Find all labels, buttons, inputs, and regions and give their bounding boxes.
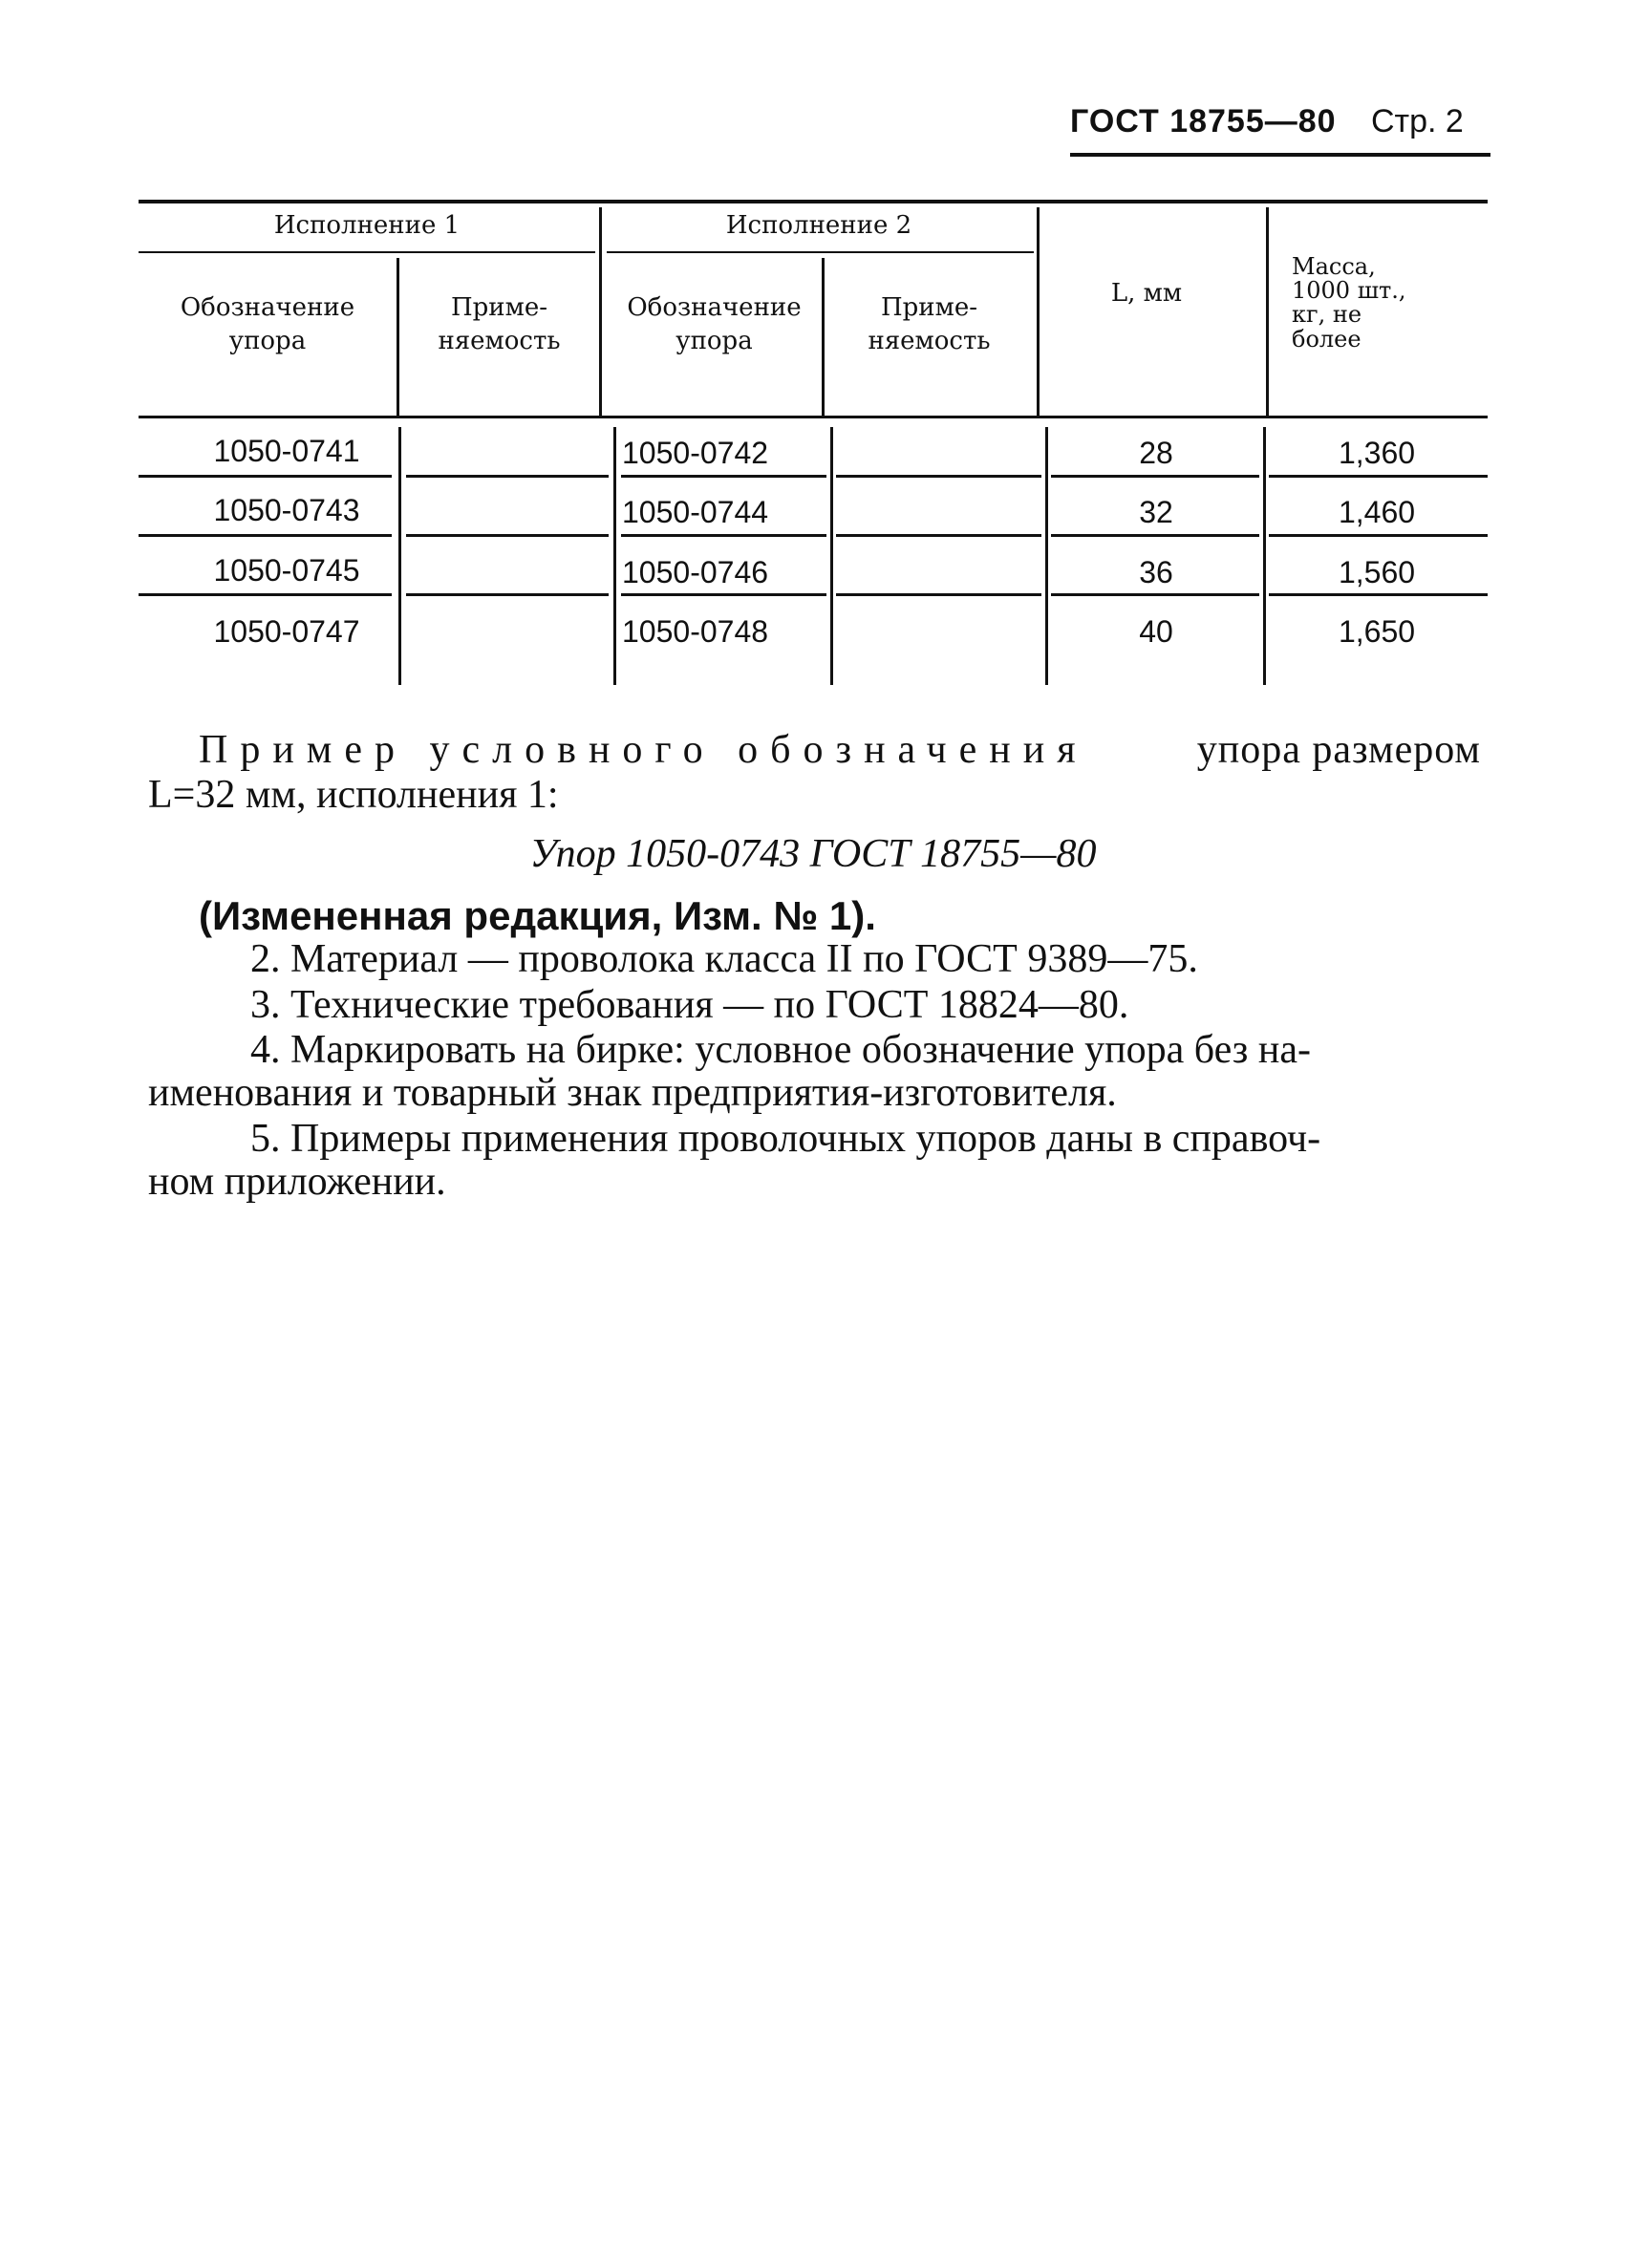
page-number: Стр. 2 xyxy=(1371,103,1464,139)
item-4-line2: именования и товарный знак предприятия-изготовителя. xyxy=(148,1071,1117,1115)
item-4-line1: 4. Маркировать на бирке: условное обозначение упора без на- xyxy=(250,1028,1311,1072)
designation-example: Упор 1050-0743 ГОСТ 18755—80 xyxy=(529,832,1097,876)
group-header-2: Исполнение 2 xyxy=(725,211,912,240)
row-rule xyxy=(836,593,1041,596)
row-rule xyxy=(406,475,609,478)
item-5-line2: ном приложении. xyxy=(148,1160,446,1204)
header-designation-1-line2: упора xyxy=(228,327,307,356)
length-cell: 28 xyxy=(1139,436,1173,470)
header-length: L, мм xyxy=(1110,279,1183,308)
designation-1-cell: 1050-0745 xyxy=(213,553,360,588)
header-mass-line4: более xyxy=(1292,325,1362,353)
designation-1-cell: 1050-0747 xyxy=(213,614,360,649)
page-header xyxy=(1061,103,1490,160)
dimensions-table xyxy=(139,196,1488,683)
header-designation-2-line2: упора xyxy=(675,327,753,356)
row-rule xyxy=(1051,593,1259,596)
row-rule xyxy=(1269,593,1488,596)
designation-1-cell: 1050-0741 xyxy=(213,434,360,468)
row-rule xyxy=(1269,534,1488,537)
header-divider-2 xyxy=(599,207,602,416)
header-mass xyxy=(1292,255,1473,352)
header-divider-5 xyxy=(1266,207,1269,416)
header-bottom-rule xyxy=(139,416,1488,418)
mass-cell: 1,360 xyxy=(1338,436,1416,470)
example-spaced-text: Пример условного обозначения xyxy=(199,728,1088,772)
table-top-rule xyxy=(139,200,1488,203)
item-5-line1: 5. Примеры применения проволочных упоров даны в справоч- xyxy=(250,1117,1321,1161)
designation-2-cell: 1050-0748 xyxy=(622,614,769,649)
header-applicability-1-line1: Приме- xyxy=(450,293,548,322)
item-2: 2. Материал — проволока класса II по ГОСТ 9389—75. xyxy=(250,937,1198,981)
header-designation-2-line1: Обозначение xyxy=(627,293,802,322)
length-cell: 40 xyxy=(1139,614,1173,649)
row-rule xyxy=(1269,475,1488,478)
header-mass-line2: 1000 шт., xyxy=(1292,277,1406,305)
designation-1-cell: 1050-0743 xyxy=(213,493,360,527)
header-applicability-1-line2: няемость xyxy=(438,327,561,356)
body-divider-1 xyxy=(398,427,401,685)
example-paragraph-line2: L=32 мм, исполнения 1: xyxy=(148,773,559,817)
header-mass-line3: кг, не xyxy=(1292,301,1362,329)
designation-2-cell: 1050-0744 xyxy=(622,495,769,529)
header-divider-3 xyxy=(822,258,825,416)
row-rule xyxy=(836,534,1041,537)
item-3: 3. Технические требования — по ГОСТ 18824—80. xyxy=(250,983,1129,1027)
row-rule xyxy=(139,534,392,537)
header-divider-1 xyxy=(397,258,399,416)
row-rule xyxy=(406,534,609,537)
body-divider-3 xyxy=(830,427,833,685)
mass-cell: 1,650 xyxy=(1338,614,1416,649)
header-applicability-1 xyxy=(401,291,597,358)
designation-2-cell: 1050-0746 xyxy=(622,555,769,589)
header-divider-4 xyxy=(1037,207,1040,416)
row-rule xyxy=(621,593,826,596)
row-rule xyxy=(406,593,609,596)
row-rule xyxy=(1051,475,1259,478)
group1-rule xyxy=(139,251,595,253)
revision-note: (Измененная редакция, Изм. № 1). xyxy=(199,893,876,938)
group2-rule xyxy=(607,251,1034,253)
designation-2-cell: 1050-0742 xyxy=(622,436,769,470)
group-header-1: Исполнение 1 xyxy=(273,211,461,240)
header-applicability-2-line2: няемость xyxy=(868,327,991,356)
header-designation-1-line1: Обозначение xyxy=(180,293,355,322)
row-rule xyxy=(139,475,392,478)
row-rule xyxy=(836,475,1041,478)
row-rule xyxy=(1051,534,1259,537)
row-rule xyxy=(139,593,392,596)
row-rule xyxy=(621,534,826,537)
example-paragraph-line1 xyxy=(199,728,1481,772)
length-cell: 32 xyxy=(1139,495,1173,529)
row-rule xyxy=(621,475,826,478)
header-designation-2 xyxy=(607,291,822,358)
header-applicability-2 xyxy=(826,291,1032,358)
body-divider-4 xyxy=(1045,427,1048,685)
mass-cell: 1,560 xyxy=(1338,555,1416,589)
header-mass-line1: Масса, xyxy=(1292,253,1376,280)
header-designation-1 xyxy=(139,291,397,358)
length-cell: 36 xyxy=(1139,555,1173,589)
example-rest-text: упора размером xyxy=(1196,728,1481,772)
header-applicability-2-line1: Приме- xyxy=(880,293,978,322)
mass-cell: 1,460 xyxy=(1338,495,1416,529)
standard-code: ГОСТ 18755—80 xyxy=(1070,103,1337,139)
header-underline xyxy=(1070,153,1490,157)
